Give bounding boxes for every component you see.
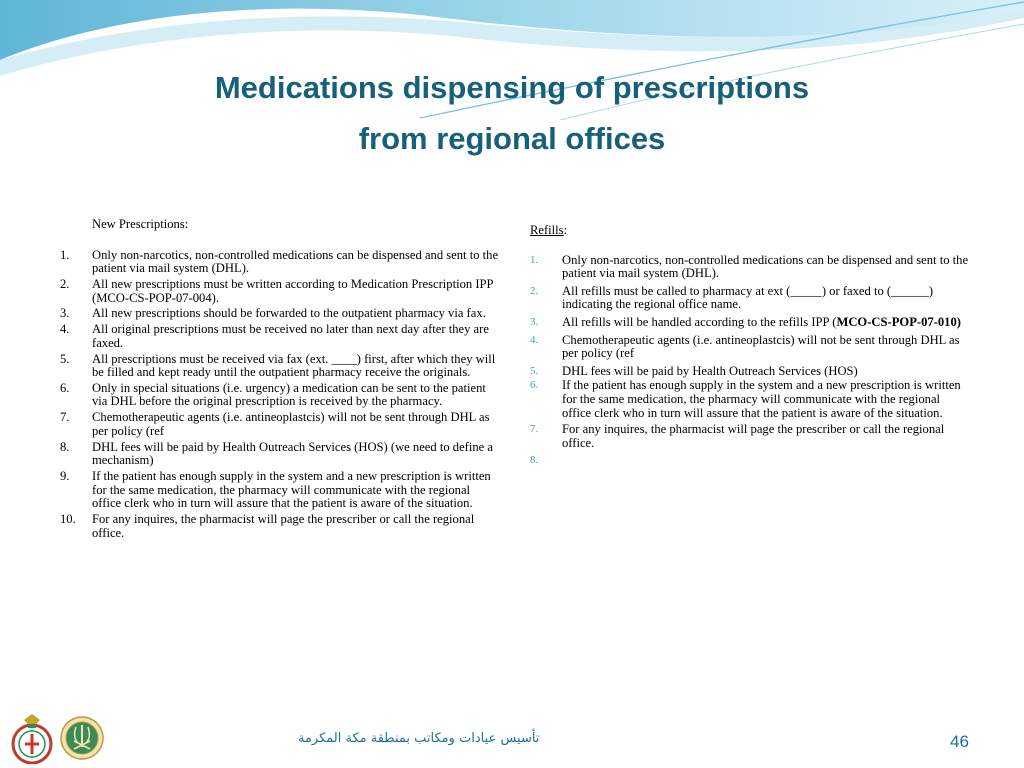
list-item bbox=[530, 423, 970, 450]
list-item bbox=[60, 382, 500, 409]
slide-title-line1: Medications dispensing of prescriptions bbox=[214, 70, 810, 105]
new-prescriptions-list bbox=[60, 249, 500, 541]
list-item-text: For any inquires, the pharmacist will page the prescriber or call the regional office. bbox=[562, 422, 945, 450]
list-item-bold-ref: MCO-CS-POP-07-010) bbox=[836, 314, 961, 329]
list-item-number: 3. bbox=[60, 306, 70, 321]
list-item-text: All original prescriptions must be received no later than next day after they are faxed. bbox=[92, 322, 489, 350]
list-item bbox=[60, 307, 500, 321]
list-item-text: DHL fees will be paid by Health Outreach Services (HOS) (we need to define a mechanism) bbox=[92, 439, 493, 468]
list-item-number: 7. bbox=[60, 410, 70, 425]
list-item-text: All new prescriptions must be written according to Medication Prescription IPP (MCO-CS-POP-07-004). bbox=[92, 276, 494, 305]
refills-heading-colon: : bbox=[563, 223, 568, 237]
list-item-number: 4. bbox=[60, 322, 70, 337]
list-item bbox=[530, 379, 970, 420]
list-item-number: 10. bbox=[60, 511, 76, 526]
list-item-text: Chemotherapeutic agents (i.e. antineoplastcis) will not be sent through DHL as per policy (ref bbox=[92, 410, 490, 438]
list-item-number: 5. bbox=[60, 351, 70, 366]
slide-title-line2: from regional offices bbox=[358, 121, 666, 156]
list-item-text: All new prescriptions should be forwarded to the outpatient pharmacy via fax. bbox=[92, 306, 486, 321]
list-item-number: 3. bbox=[530, 315, 539, 328]
list-item-text: All refills will be handled according to the refills IPP ( bbox=[562, 314, 837, 329]
list-item bbox=[530, 334, 970, 361]
list-item bbox=[60, 323, 500, 350]
list-item bbox=[530, 454, 970, 468]
list-item-text: If the patient has enough supply in the system and a new prescription is written for the same medication, the pharmacy will communicate with the regional office clerk who in turn will assure that the patient is aware of the situation. bbox=[92, 469, 491, 511]
list-item-number: 7. bbox=[530, 423, 539, 436]
list-item-text: Chemotherapeutic agents (i.e. antineoplastcis) will not be sent through DHL as per policy (ref bbox=[562, 332, 960, 361]
refills-heading bbox=[530, 224, 970, 238]
list-item-number: 6. bbox=[60, 380, 70, 395]
list-item-number: 8. bbox=[530, 454, 539, 467]
slide-title bbox=[80, 62, 944, 164]
list-item bbox=[60, 441, 500, 468]
list-item bbox=[530, 365, 970, 379]
list-item-number: 1. bbox=[60, 247, 70, 262]
saudi-emblem-seal bbox=[60, 713, 104, 763]
list-item bbox=[60, 353, 500, 380]
ministry-of-health-logo bbox=[10, 712, 54, 764]
refills-list bbox=[530, 254, 970, 469]
refills-heading-label: Refills bbox=[530, 223, 564, 237]
list-item-number: 2. bbox=[60, 276, 70, 291]
list-item-text: Only non-narcotics, non-controlled medications can be dispensed and sent to the patient via mail system (DHL). bbox=[92, 247, 499, 276]
list-item bbox=[60, 249, 500, 276]
new-prescriptions-heading: New Prescriptions: bbox=[92, 217, 189, 231]
footer-arabic-text: تأسيس عيادات ومكاتب بمنطقة مكة المكرمة bbox=[298, 731, 540, 746]
list-item bbox=[530, 285, 970, 312]
list-item-number: 9. bbox=[60, 469, 70, 483]
list-item-text: Only in special situations (i.e. urgency) a medication can be sent to the patient via DHL before the original prescription is received by the pharmacy. bbox=[92, 380, 486, 409]
list-item bbox=[530, 254, 970, 281]
refills-section bbox=[530, 224, 970, 468]
list-item-text: All refills must be called to pharmacy at ext (_____) or faxed to (______) indicating the regional office name. bbox=[562, 283, 934, 312]
list-item-number: 5. bbox=[530, 364, 539, 377]
list-item bbox=[60, 470, 500, 511]
list-item bbox=[60, 411, 500, 438]
list-item-number: 8. bbox=[60, 439, 70, 454]
list-item-number: 6. bbox=[530, 379, 539, 392]
list-item bbox=[60, 513, 500, 540]
list-item-number: 1. bbox=[530, 253, 539, 266]
list-item-text: For any inquires, the pharmacist will page the prescriber or call the regional office. bbox=[92, 511, 475, 540]
list-item bbox=[60, 278, 500, 305]
new-prescriptions-section bbox=[60, 218, 500, 542]
list-item bbox=[530, 316, 970, 330]
list-item-number: 2. bbox=[530, 284, 539, 297]
list-item-text: Only non-narcotics, non-controlled medications can be dispensed and sent to the patient via mail system (DHL). bbox=[562, 252, 969, 281]
page-number: 46 bbox=[950, 732, 969, 751]
list-item-number: 4. bbox=[530, 333, 539, 346]
list-item-text: DHL fees will be paid by Health Outreach Services (HOS) bbox=[562, 363, 858, 378]
list-item-text: All prescriptions must be received via fax (ext. ____) first, after which they will be filled and kept ready until the outpatient pharmacy receive the originals. bbox=[92, 351, 496, 380]
list-item-text: If the patient has enough supply in the system and a new prescription is written for the same medication, the pharmacy will communicate with the regional office clerk who in turn will assure that the patient is aware of the situation. bbox=[562, 378, 961, 420]
